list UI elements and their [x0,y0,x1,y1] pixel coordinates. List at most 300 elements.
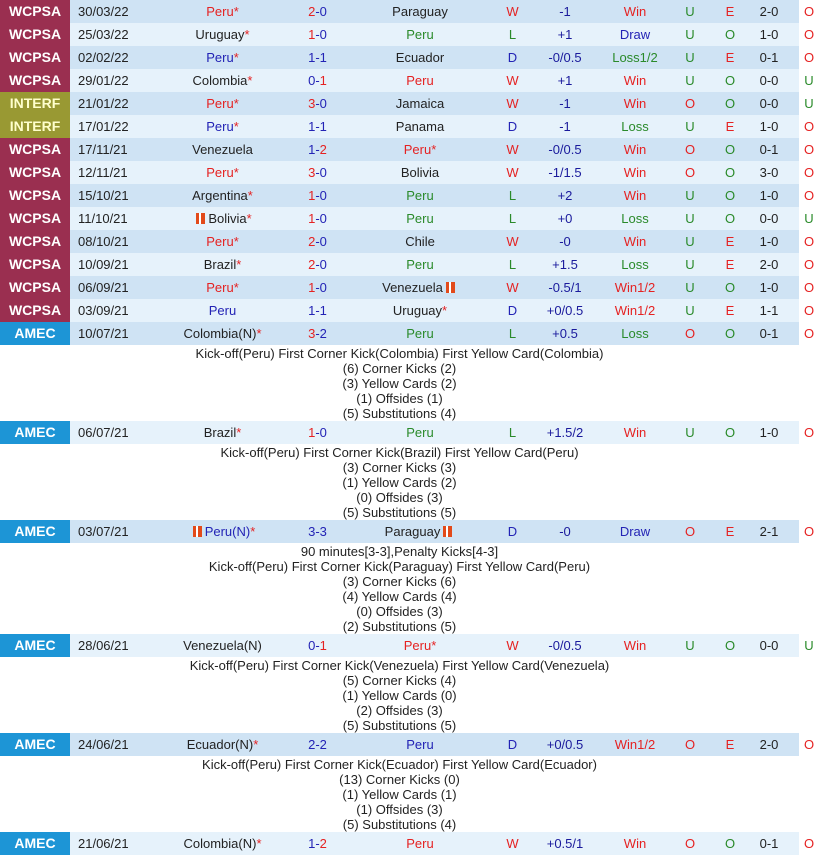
over-under: O [684,326,696,341]
away-goals: 0 [319,188,327,203]
handicap: +1 [557,27,573,42]
away-team-name[interactable]: Peru [406,836,434,851]
away-team[interactable] [345,96,495,111]
home-goals: 0 [308,638,316,653]
detail-line: (1) Yellow Cards (2) [342,475,457,490]
odd-even: O [724,142,736,157]
away-goals: 0 [319,234,327,249]
home-goals: 2 [308,737,316,752]
match-result: L [508,257,517,272]
away-team-name[interactable]: Peru [406,326,434,341]
detail-line: Kick-off(Peru) First Corner Kick(Paraguay) First Yellow Card(Peru) [208,559,591,574]
detail-line: (3) Yellow Cards (2) [342,376,457,391]
home-team-name[interactable]: Venezuela [192,142,253,157]
over-under: O [684,96,696,111]
away-team-name[interactable]: Peru [406,211,434,226]
home-team-name[interactable]: Brazil [203,425,237,440]
league-badge[interactable]: AMEC [0,421,70,444]
away-team-name[interactable]: Peru [406,737,434,752]
odd-even: E [725,737,735,752]
home-team[interactable] [155,303,290,318]
home-team-name[interactable]: Peru [206,280,234,295]
home-team[interactable] [155,524,290,539]
league-badge[interactable]: WCPSA [0,46,70,69]
home-goals: 1 [308,119,316,134]
away-team[interactable] [345,234,495,249]
away-team[interactable] [345,73,495,88]
match-score[interactable] [290,737,345,752]
red-card-icon [193,526,202,537]
home-team-name[interactable]: Peru [206,119,234,134]
match-result: W [506,4,519,19]
home-team-name[interactable]: Brazil [203,257,237,272]
home-ground-marker: * [233,165,239,180]
away-team[interactable] [345,257,495,272]
home-team[interactable] [155,257,290,272]
match-row [0,421,815,444]
match-score[interactable] [290,188,345,203]
half-time-over-under: O [803,326,815,341]
home-team-name[interactable]: Peru [206,4,234,19]
away-team[interactable] [345,326,495,341]
away-team[interactable] [345,119,495,134]
away-goals: 1 [319,303,327,318]
league-badge[interactable]: WCPSA [0,0,70,23]
handicap-result: Draw [619,524,651,539]
league-badge[interactable]: WCPSA [0,207,70,230]
home-team-name[interactable]: Peru [206,165,234,180]
match-score[interactable] [290,27,345,42]
league-badge[interactable]: WCPSA [0,299,70,322]
away-team[interactable] [345,50,495,65]
match-date: 28/06/21 [78,638,129,653]
home-team-name[interactable]: Venezuela(N) [183,638,262,653]
away-team[interactable] [345,165,495,180]
detail-line: (13) Corner Kicks (0) [339,772,460,787]
detail-line: (5) Substitutions (4) [342,406,457,421]
home-team[interactable] [155,165,290,180]
handicap: -1/1.5 [548,165,582,180]
away-team-name[interactable]: Paraguay [384,524,441,539]
match-details [0,657,799,733]
match-row [0,520,815,543]
score-separator: - [315,303,320,318]
match-date: 06/09/21 [78,280,129,295]
home-goals: 3 [308,96,316,111]
half-time-over-under: O [803,50,815,65]
score-separator: - [315,425,320,440]
match-row [0,69,814,92]
home-goals: 1 [308,50,316,65]
over-under: U [685,50,695,65]
home-goals: 2 [308,4,316,19]
home-team[interactable] [155,280,290,295]
match-result: W [506,142,519,157]
over-under: U [685,211,695,226]
away-team[interactable] [345,280,495,295]
red-card-icon [196,213,205,224]
odd-even: O [724,96,736,111]
match-date: 17/11/21 [78,142,128,157]
half-time-over-under: O [803,27,815,42]
half-time-over-under: O [803,142,815,157]
away-team[interactable] [345,425,495,440]
away-team-name[interactable]: Chile [405,234,435,249]
detail-line: (1) Yellow Cards (1) [342,787,457,802]
away-goals: 2 [319,326,327,341]
match-score[interactable] [290,119,345,134]
match-score[interactable] [290,50,345,65]
match-date: 15/10/21 [78,188,129,203]
league-badge[interactable]: AMEC [0,322,70,345]
home-team-name[interactable]: Peru [206,50,234,65]
handicap-result: Loss1/2 [612,50,658,65]
half-time-over-under: O [803,425,815,440]
match-score[interactable] [290,211,345,226]
detail-line: Kick-off(Peru) First Corner Kick(Ecuador) First Yellow Card(Ecuador) [202,757,597,772]
handicap-result: Win [623,836,647,851]
home-team-name[interactable]: Peru [206,96,234,111]
away-team-name[interactable]: Venezuela [382,280,443,295]
half-time-score: 1-0 [759,188,779,203]
half-time-over-under: O [803,119,815,134]
half-time-score: 0-0 [759,638,779,653]
away-goals: 0 [319,27,327,42]
home-ground-marker: * [233,119,239,134]
handicap-result: Win [623,165,647,180]
away-team[interactable] [345,4,495,19]
match-date: 25/03/22 [78,27,129,42]
home-goals: 3 [308,165,316,180]
match-score[interactable] [290,257,345,272]
match-date: 08/10/21 [78,234,129,249]
away-team[interactable] [345,303,495,318]
match-date: 21/01/22 [78,96,129,111]
odd-even: O [724,211,736,226]
home-team[interactable] [155,27,290,42]
match-result: W [506,638,519,653]
league-badge[interactable]: WCPSA [0,230,70,253]
over-under: O [684,165,696,180]
half-time-over-under: O [803,4,815,19]
half-time-over-under: O [803,303,815,318]
match-score[interactable] [290,96,345,111]
home-team[interactable] [155,425,290,440]
away-team-name[interactable]: Peru [406,73,434,88]
league-badge[interactable]: WCPSA [0,69,70,92]
away-team[interactable] [345,142,495,157]
away-team[interactable] [345,211,495,226]
home-goals: 2 [308,234,316,249]
home-goals: 1 [308,836,316,851]
away-team-name[interactable]: Jamaica [395,96,445,111]
match-row [0,832,815,855]
half-time-over-under: O [803,280,815,295]
handicap: +1 [557,73,573,88]
home-team-name[interactable]: Peru [208,303,237,318]
match-score[interactable] [290,73,345,88]
half-time-score: 0-0 [759,96,779,111]
home-team[interactable] [155,73,290,88]
match-row [0,161,815,184]
away-team-name[interactable]: Uruguay [392,303,443,318]
away-team-name[interactable]: Peru [406,257,434,272]
handicap: +0/0.5 [546,303,584,318]
handicap-result: Win1/2 [614,737,656,752]
half-time-score: 2-0 [759,4,779,19]
half-time-over-under: O [803,524,815,539]
away-team[interactable] [345,836,495,851]
odd-even: E [725,303,735,318]
half-time-score: 2-1 [759,524,779,539]
away-team[interactable] [345,27,495,42]
home-team[interactable] [155,211,290,226]
odd-even: E [725,524,735,539]
away-goals: 0 [319,257,327,272]
detail-line: (0) Offsides (3) [356,490,443,505]
match-score[interactable] [290,303,345,318]
home-team[interactable] [155,119,290,134]
score-separator: - [315,737,320,752]
half-time-score: 0-0 [759,73,779,88]
red-card-icon [443,526,452,537]
score-separator: - [315,234,320,249]
detail-line: (2) Substitutions (5) [342,619,457,634]
handicap: -0/0.5 [548,638,582,653]
league-badge[interactable]: INTERF [0,115,70,138]
match-result: W [506,280,519,295]
home-goals: 1 [308,188,316,203]
match-details [0,345,799,421]
away-team-name[interactable]: Bolivia [400,165,440,180]
match-score[interactable] [290,280,345,295]
home-team-name[interactable]: Colombia(N) [183,836,257,851]
match-score[interactable] [290,524,345,539]
half-time-over-under: U [804,96,814,111]
detail-line: (5) Substitutions (4) [342,817,457,832]
home-ground-marker: * [233,4,239,19]
handicap: +2 [557,188,573,203]
over-under: U [685,27,695,42]
match-result: W [506,234,519,249]
score-separator: - [315,119,320,134]
detail-line: (5) Substitutions (5) [342,505,457,520]
match-row [0,276,815,299]
away-goals: 0 [319,96,327,111]
match-result: L [508,211,517,226]
match-row [0,634,814,657]
home-team-name[interactable]: Uruguay [195,27,245,42]
match-date: 10/07/21 [78,326,129,341]
match-date: 21/06/21 [78,836,129,851]
league-badge[interactable]: WCPSA [0,184,70,207]
league-badge[interactable]: WCPSA [0,253,70,276]
match-row [0,46,815,69]
home-goals: 1 [308,303,316,318]
odd-even: E [725,4,735,19]
match-score[interactable] [290,836,345,851]
away-team[interactable] [345,638,495,653]
league-badge[interactable]: WCPSA [0,161,70,184]
detail-line: Kick-off(Peru) First Corner Kick(Venezuela) First Yellow Card(Venezuela) [189,658,610,673]
detail-line: Kick-off(Peru) First Corner Kick(Brazil) First Yellow Card(Peru) [220,445,579,460]
home-team-name[interactable]: Bolivia [208,211,247,226]
handicap-result: Loss [621,257,649,272]
away-team[interactable] [345,524,495,539]
handicap-result: Win [623,638,647,653]
score-separator: - [315,211,320,226]
handicap: +0 [557,211,573,226]
half-time-score: 0-0 [759,211,779,226]
handicap: +0.5/1 [546,836,584,851]
handicap: +0.5 [552,326,578,341]
home-team[interactable] [155,234,290,249]
half-time-score: 1-0 [759,280,779,295]
away-team[interactable] [345,737,495,752]
odd-even: E [725,50,735,65]
away-team-name[interactable]: Paraguay [392,4,448,19]
home-goals: 2 [308,257,316,272]
away-team-name[interactable]: Peru [403,142,432,157]
home-team[interactable] [155,142,290,157]
home-team[interactable] [155,326,290,341]
score-separator: - [315,165,320,180]
home-team[interactable] [155,4,290,19]
match-row [0,299,815,322]
handicap-result: Win [623,142,647,157]
match-row [0,0,815,23]
match-row [0,115,815,138]
away-team-name[interactable]: Peru [406,27,434,42]
league-badge[interactable]: AMEC [0,832,70,855]
home-team-name[interactable]: Peru [206,234,234,249]
match-score[interactable] [290,4,345,19]
odd-even: O [724,27,736,42]
handicap: -0.5/1 [548,280,582,295]
league-badge[interactable]: AMEC [0,634,70,657]
match-date: 30/03/22 [78,4,129,19]
home-team-name[interactable]: Argentina [192,188,248,203]
half-time-over-under: U [804,73,814,88]
match-score[interactable] [290,638,345,653]
match-date: 10/09/21 [78,257,129,272]
league-badge[interactable]: WCPSA [0,23,70,46]
match-score[interactable] [290,326,345,341]
handicap-result: Win1/2 [614,280,656,295]
match-score[interactable] [290,142,345,157]
away-goals: 0 [319,4,327,19]
match-date: 06/07/21 [78,425,129,440]
half-time-over-under: U [804,638,814,653]
away-team-name[interactable]: Peru [406,188,434,203]
match-row [0,92,814,115]
home-team[interactable] [155,96,290,111]
match-score[interactable] [290,234,345,249]
match-row [0,322,815,345]
match-result: D [507,737,518,752]
league-badge[interactable]: AMEC [0,733,70,756]
score-separator: - [315,524,320,539]
league-badge[interactable]: WCPSA [0,276,70,299]
home-team-name[interactable]: Colombia [192,73,248,88]
home-ground-marker: * [256,326,262,341]
away-team-name[interactable]: Ecuador [395,50,445,65]
home-ground-marker: * [431,142,437,157]
score-separator: - [315,188,320,203]
over-under: U [685,638,695,653]
home-team[interactable] [155,836,290,851]
handicap-result: Loss [621,211,649,226]
handicap: -0 [559,524,571,539]
league-badge[interactable]: WCPSA [0,138,70,161]
match-result: W [506,73,519,88]
away-team[interactable] [345,188,495,203]
home-goals: 1 [308,280,316,295]
away-team-name[interactable]: Peru [406,425,434,440]
home-ground-marker: * [233,234,239,249]
match-row [0,138,815,161]
handicap-result: Win [623,4,647,19]
match-date: 02/02/22 [78,50,129,65]
home-team[interactable] [155,50,290,65]
handicap-result: Loss [621,119,649,134]
handicap-result: Win [623,96,647,111]
odd-even: O [724,836,736,851]
home-team-name[interactable]: Ecuador(N) [186,737,254,752]
score-separator: - [315,836,320,851]
half-time-score: 1-0 [759,234,779,249]
half-time-score: 1-0 [759,27,779,42]
over-under: U [685,73,695,88]
score-separator: - [315,73,320,88]
away-team-name[interactable]: Panama [395,119,445,134]
away-goals: 3 [319,524,327,539]
half-time-score: 3-0 [759,165,779,180]
home-ground-marker: * [244,27,250,42]
half-time-over-under: O [803,188,815,203]
match-row [0,207,814,230]
home-goals: 1 [308,211,316,226]
match-row [0,23,815,46]
half-time-over-under: O [803,165,815,180]
away-goals: 2 [319,836,327,851]
home-team-name[interactable]: Peru(N) [204,524,251,539]
league-badge[interactable]: AMEC [0,520,70,543]
home-team[interactable] [155,737,290,752]
match-row [0,253,815,276]
handicap: -1 [559,119,571,134]
detail-line: (3) Corner Kicks (6) [342,574,457,589]
league-badge[interactable]: INTERF [0,92,70,115]
home-ground-marker: * [247,73,253,88]
odd-even: E [725,119,735,134]
home-team-name[interactable]: Colombia(N) [183,326,257,341]
match-details [0,756,799,832]
home-ground-marker: * [431,638,437,653]
home-team[interactable] [155,188,290,203]
over-under: O [684,142,696,157]
half-time-score: 0-1 [759,326,779,341]
away-team-name[interactable]: Peru [403,638,432,653]
half-time-score: 1-0 [759,425,779,440]
match-result: D [507,119,518,134]
match-date: 11/10/21 [78,211,128,226]
half-time-over-under: O [803,234,815,249]
match-score[interactable] [290,425,345,440]
match-score[interactable] [290,165,345,180]
match-date: 03/07/21 [78,524,129,539]
home-team[interactable] [155,638,290,653]
